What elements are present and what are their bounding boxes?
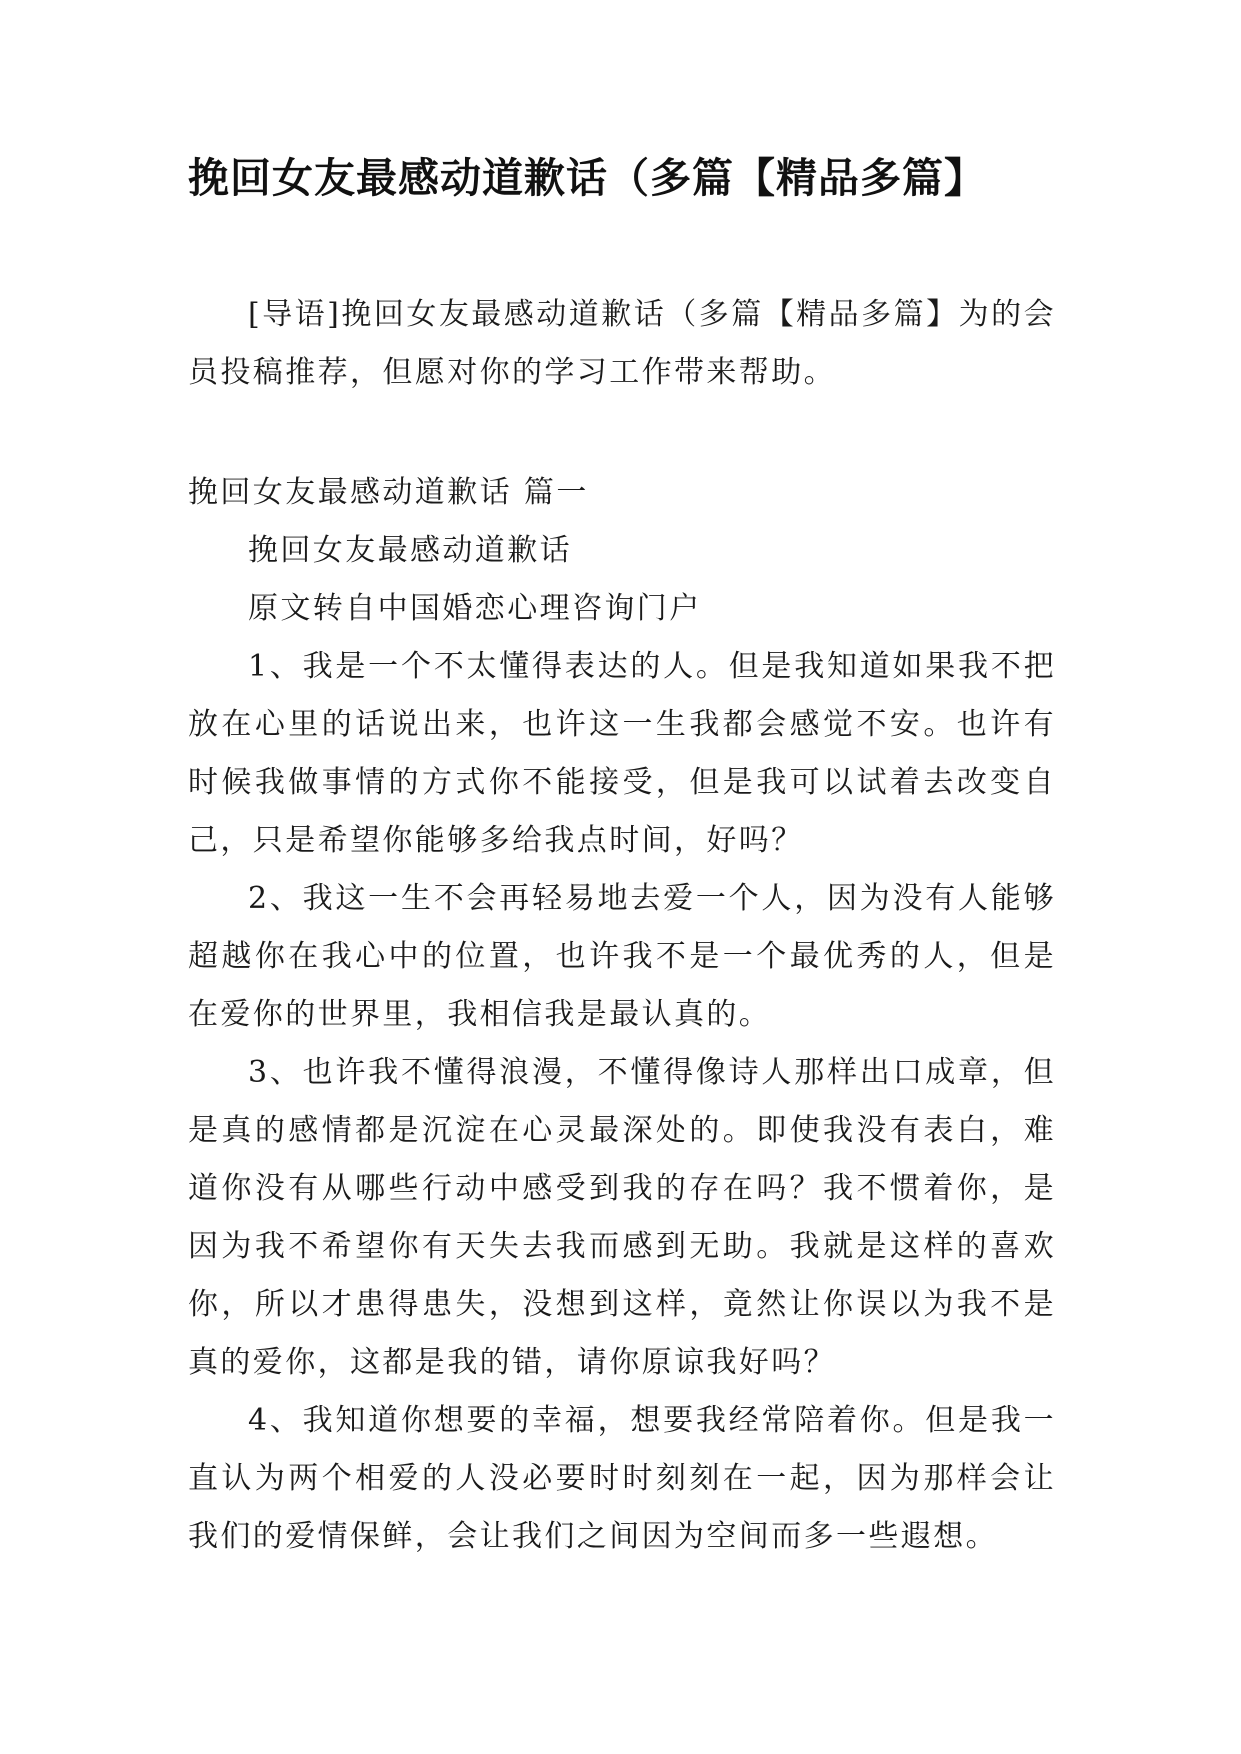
paragraph-2: 2、我这一生不会再轻易地去爱一个人，因为没有人能够超越你在我心中的位置，也许我不是一个最优秀的人，但是在爱你的世界里，我相信我是最认真的。 — [188, 881, 1056, 1032]
intro-paragraph: [导语]挽回女友最感动道歉话（多篇【精品多篇】为的会员投稿推荐，但愿对你的学习工作带来帮助。 — [188, 297, 1056, 390]
source-line: 原文转自中国婚恋心理咨询门户 — [248, 591, 702, 626]
paragraph-4: 4、我知道你想要的幸福，想要我经常陪着你。但是我一直认为两个相爱的人没必要时时刻刻在一起，因为那样会让我们的爱情保鲜，会让我们之间因为空间而多一些遐想。 — [188, 1403, 1056, 1554]
intro-block — [188, 286, 1056, 402]
section-heading: 挽回女友最感动道歉话 篇一 — [188, 475, 589, 510]
document-title: 挽回女友最感动道歉话（多篇【精品多篇】 — [188, 154, 986, 202]
paragraph-3: 3、也许我不懂得浪漫，不懂得像诗人那样出口成章，但是真的感情都是沉淀在心灵最深处的。即使我没有表白，难道你没有从哪些行动中感受到我的存在吗？我不惯着你，是因为我不希望你有天失去我而感到无助。我就是这样的喜欢你，所以才患得患失，没想到这样，竟然让你误以为我不是真的爱你，这都是我的错，请你原谅我好吗？ — [188, 1055, 1056, 1380]
article-body — [188, 464, 1056, 1566]
article-subtitle: 挽回女友最感动道歉话 — [248, 533, 572, 568]
paragraph-1: 1、我是一个不太懂得表达的人。但是我知道如果我不把放在心里的话说出来，也许这一生我都会感觉不安。也许有时候我做事情的方式你不能接受，但是我可以试着去改变自己，只是希望你能够多给我点时间，好吗？ — [188, 649, 1056, 858]
